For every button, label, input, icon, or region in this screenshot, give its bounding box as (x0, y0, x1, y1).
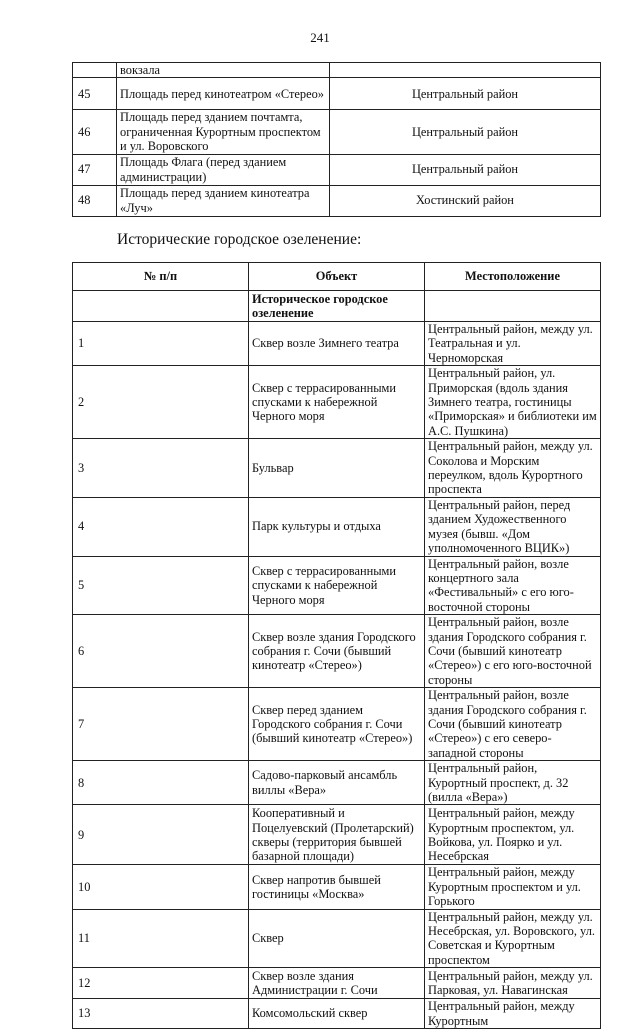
row-number: 10 (73, 865, 249, 909)
location-cell: Центральный район, ул. Приморская (вдоль здания Зимнего театра, гостиницы «Приморская» и библиотеки им А.С. Пушкина) (425, 366, 601, 439)
row-number: 12 (73, 968, 249, 999)
table-row (73, 366, 601, 439)
page-number: 241 (310, 30, 330, 45)
table-row (73, 556, 601, 615)
row-number: 11 (73, 909, 249, 968)
row-number: 1 (73, 322, 249, 366)
object-cell: Сквер с террасированными спусками к набережной Черного моря (249, 556, 425, 615)
object-cell: Сквер возле здания Городского собрания г. Сочи (бывший кинотеатр «Стерео») (249, 615, 425, 688)
table-row (73, 185, 601, 216)
location-cell: Центральный район, между Курортным (425, 999, 601, 1029)
row-number: 4 (73, 497, 249, 556)
table-row (73, 63, 601, 78)
table-row (73, 688, 601, 761)
object-cell: Кооперативный и Поцелуевский (Пролетарский) скверы (территория бывшей базарной площади) (249, 805, 425, 865)
row-number: 13 (73, 999, 249, 1029)
object-cell: Сквер возле здания Администрации г. Сочи (249, 968, 425, 999)
object-cell: вокзала (117, 63, 330, 78)
location-cell: Центральный район, возле здания Городского собрания г. Сочи (бывший кинотеатр «Стерео») с его северо-западной стороны (425, 688, 601, 761)
table-row (73, 110, 601, 154)
object-cell: Комсомольский сквер (249, 999, 425, 1029)
object-cell: Сквер (249, 909, 425, 968)
top-table (72, 62, 601, 217)
row-number: 6 (73, 615, 249, 688)
location-cell: Центральный район, возле концертного зала «Фестивальный» с его юго-восточной стороны (425, 556, 601, 615)
location-cell: Центральный район (330, 110, 601, 154)
location-cell: Центральный район (330, 78, 601, 110)
row-number (73, 63, 117, 78)
row-number: 7 (73, 688, 249, 761)
table-row (73, 909, 601, 968)
location-cell: Центральный район, возле здания Городского собрания г. Сочи (бывший кинотеатр «Стерео») с его юго-восточной стороны (425, 615, 601, 688)
table-row (73, 615, 601, 688)
location-cell: Центральный район, между Курортным проспектом и ул. Горького (425, 865, 601, 909)
row-number: 3 (73, 439, 249, 498)
location-cell: Центральный район, между ул. Парковая, ул. Навагинская (425, 968, 601, 999)
row-number: 48 (73, 185, 117, 216)
table-row (73, 78, 601, 110)
table-row (73, 865, 601, 909)
table-row (73, 497, 601, 556)
row-number: 5 (73, 556, 249, 615)
location-cell: Центральный район, между ул. Несебрская, ул. Воровского, ул. Советская и Курортным проспектом (425, 909, 601, 968)
row-number: 45 (73, 78, 117, 110)
object-cell: Сквер перед зданием Городского собрания г. Сочи (бывший кинотеатр «Стерео») (249, 688, 425, 761)
subheader-cell: Историческое городское озеленение (249, 291, 425, 322)
section-title: Исторические городское озеленение: (117, 231, 362, 248)
object-cell: Сквер возле Зимнего театра (249, 322, 425, 366)
row-number: 2 (73, 366, 249, 439)
object-cell: Площадь перед кинотеатром «Стерео» (117, 78, 330, 110)
object-cell: Площадь перед зданием кинотеатра «Луч» (117, 185, 330, 216)
table-row (73, 322, 601, 366)
table-row (73, 154, 601, 185)
row-number (73, 291, 249, 322)
row-number: 8 (73, 761, 249, 805)
table-row (73, 805, 601, 865)
row-number: 47 (73, 154, 117, 185)
location-cell: Центральный район, между Курортным проспектом, ул. Войкова, ул. Поярко и ул. Несебрская (425, 805, 601, 865)
location-cell (330, 63, 601, 78)
table-header-row (73, 263, 601, 291)
location-cell: Центральный район, перед зданием Художественного музея (бывш. «Дом уполномоченного ВЦИК») (425, 497, 601, 556)
object-cell: Сквер с террасированными спусками к набережной Черного моря (249, 366, 425, 439)
location-cell: Центральный район, между ул. Соколова и Морским переулком, вдоль Курортного проспекта (425, 439, 601, 498)
object-cell: Садово-парковый ансамбль виллы «Вера» (249, 761, 425, 805)
header-location: Местоположение (425, 263, 601, 291)
header-object: Объект (249, 263, 425, 291)
main-table (72, 262, 601, 1029)
row-number: 9 (73, 805, 249, 865)
object-cell: Парк культуры и отдыха (249, 497, 425, 556)
object-cell: Бульвар (249, 439, 425, 498)
location-cell (425, 291, 601, 322)
table-row (73, 999, 601, 1029)
object-cell: Площадь перед зданием почтамта, ограниченная Курортным проспектом и ул. Воровского (117, 110, 330, 154)
location-cell: Центральный район (330, 154, 601, 185)
object-cell: Сквер напротив бывшей гостиницы «Москва» (249, 865, 425, 909)
location-cell: Центральный район, Курортный проспект, д. 32 (вилла «Вера») (425, 761, 601, 805)
location-cell: Хостинский район (330, 185, 601, 216)
table-row (73, 968, 601, 999)
table-row (73, 439, 601, 498)
location-cell: Центральный район, между ул. Театральная и ул. Черноморская (425, 322, 601, 366)
table-subheader-row (73, 291, 601, 322)
header-number: № п/п (73, 263, 249, 291)
object-cell: Площадь Флага (перед зданием администрации) (117, 154, 330, 185)
table-row (73, 761, 601, 805)
row-number: 46 (73, 110, 117, 154)
